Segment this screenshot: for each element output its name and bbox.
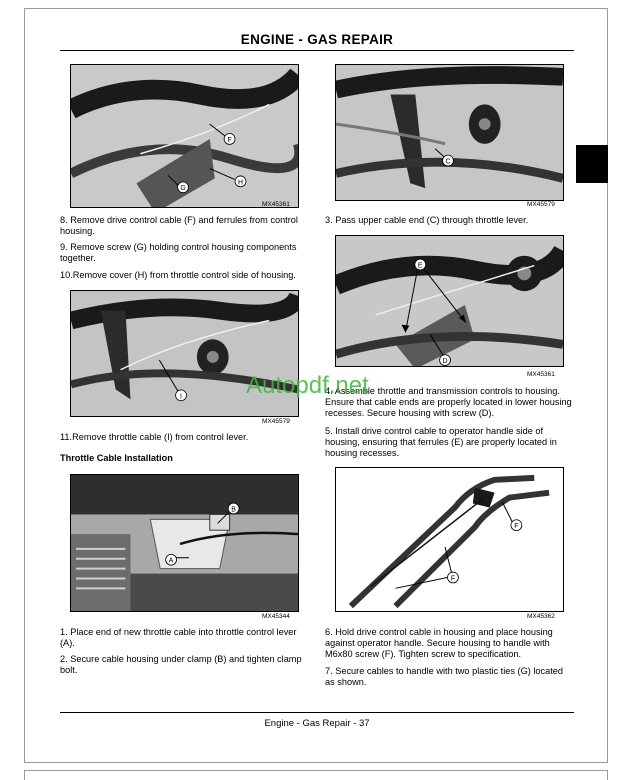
- step-3: 3. Pass upper cable end (C) through throttle lever.: [325, 215, 529, 225]
- figure-3-code: MX45344: [262, 613, 290, 620]
- section-tab-marker: [576, 145, 608, 183]
- figure-6-callout-f-lower: [448, 572, 459, 583]
- figure-5-callout-e: [415, 259, 426, 270]
- figure-3-callout-a: [166, 554, 177, 565]
- step-5: 5. Install drive control cable to operator handle side of housing, ensuring that ferrules (E) are properly located in housing recesses.: [325, 426, 557, 459]
- figure-5-callout-d: [440, 355, 451, 366]
- figure-1-code: MX45361: [262, 201, 290, 208]
- step-10: 10.Remove cover (H) from throttle control side of housing.: [60, 270, 296, 280]
- figure-2-callout-i: [176, 390, 187, 401]
- svg-text:H: H: [238, 179, 244, 187]
- figure-3-callout-b: [228, 503, 239, 514]
- svg-text:B: B: [231, 506, 236, 514]
- figure-engine-throttle-clamp: [70, 474, 299, 612]
- figure-cable-housing-left: [70, 64, 299, 208]
- page-footer: Engine - Gas Repair - 37: [264, 718, 370, 729]
- step-8: 8. Remove drive control cable (F) and ferrules from control housing.: [60, 215, 298, 237]
- footer-rule: [60, 712, 574, 713]
- step-9: 9. Remove screw (G) holding control housing components together.: [60, 242, 297, 264]
- watermark: Autopdf.net: [246, 372, 369, 399]
- svg-text:F: F: [450, 575, 456, 583]
- figure-1-callout-f: [224, 134, 235, 145]
- title-rule: [60, 50, 574, 51]
- figure-6-callout-f-upper: [511, 520, 522, 531]
- step-7: 7. Secure cables to handle with two plastic ties (G) located as shown.: [325, 666, 563, 688]
- figure-4-callout-c: [443, 155, 454, 166]
- step-11: 11.Remove throttle cable (I) from control lever.: [60, 432, 249, 442]
- svg-text:F: F: [227, 136, 232, 144]
- figure-5-code: MX45361: [527, 371, 555, 378]
- step-4: 4. Assemble throttle and transmission controls to housing. Ensure that cable ends are properly located in lower housing recesses. Secure housing with screw (D).: [325, 386, 572, 419]
- svg-text:E: E: [417, 262, 423, 270]
- figure-1-callout-g: [178, 182, 189, 193]
- page-title: ENGINE - GAS REPAIR: [240, 32, 394, 47]
- figure-operator-handle: [335, 467, 564, 612]
- svg-text:I: I: [180, 393, 182, 401]
- figure-1-callout-h: [235, 176, 246, 187]
- section-heading-throttle-cable-installation: Throttle Cable Installation: [60, 453, 173, 463]
- figure-6-code: MX45362: [527, 613, 555, 620]
- figure-4-code: MX45579: [527, 201, 555, 208]
- step-6: 6. Hold drive control cable in housing and place housing against operator handle. Secure housing to handle with M6x80 screw (F). Tighten screw to specification.: [325, 627, 553, 660]
- figure-upper-cable-end: [335, 64, 564, 201]
- next-page-edge: [24, 770, 608, 780]
- svg-text:G: G: [180, 185, 186, 193]
- svg-text:F: F: [514, 523, 519, 531]
- figure-control-housing-assembly: [335, 235, 564, 367]
- svg-text:C: C: [445, 158, 451, 166]
- install-step-1: 1. Place end of new throttle cable into throttle control lever (A).: [60, 627, 297, 649]
- figure-2-code: MX45579: [262, 418, 290, 425]
- install-step-2: 2. Secure cable housing under clamp (B) and tighten clamp bolt.: [60, 654, 302, 676]
- svg-text:D: D: [442, 358, 448, 366]
- svg-text:A: A: [168, 557, 174, 565]
